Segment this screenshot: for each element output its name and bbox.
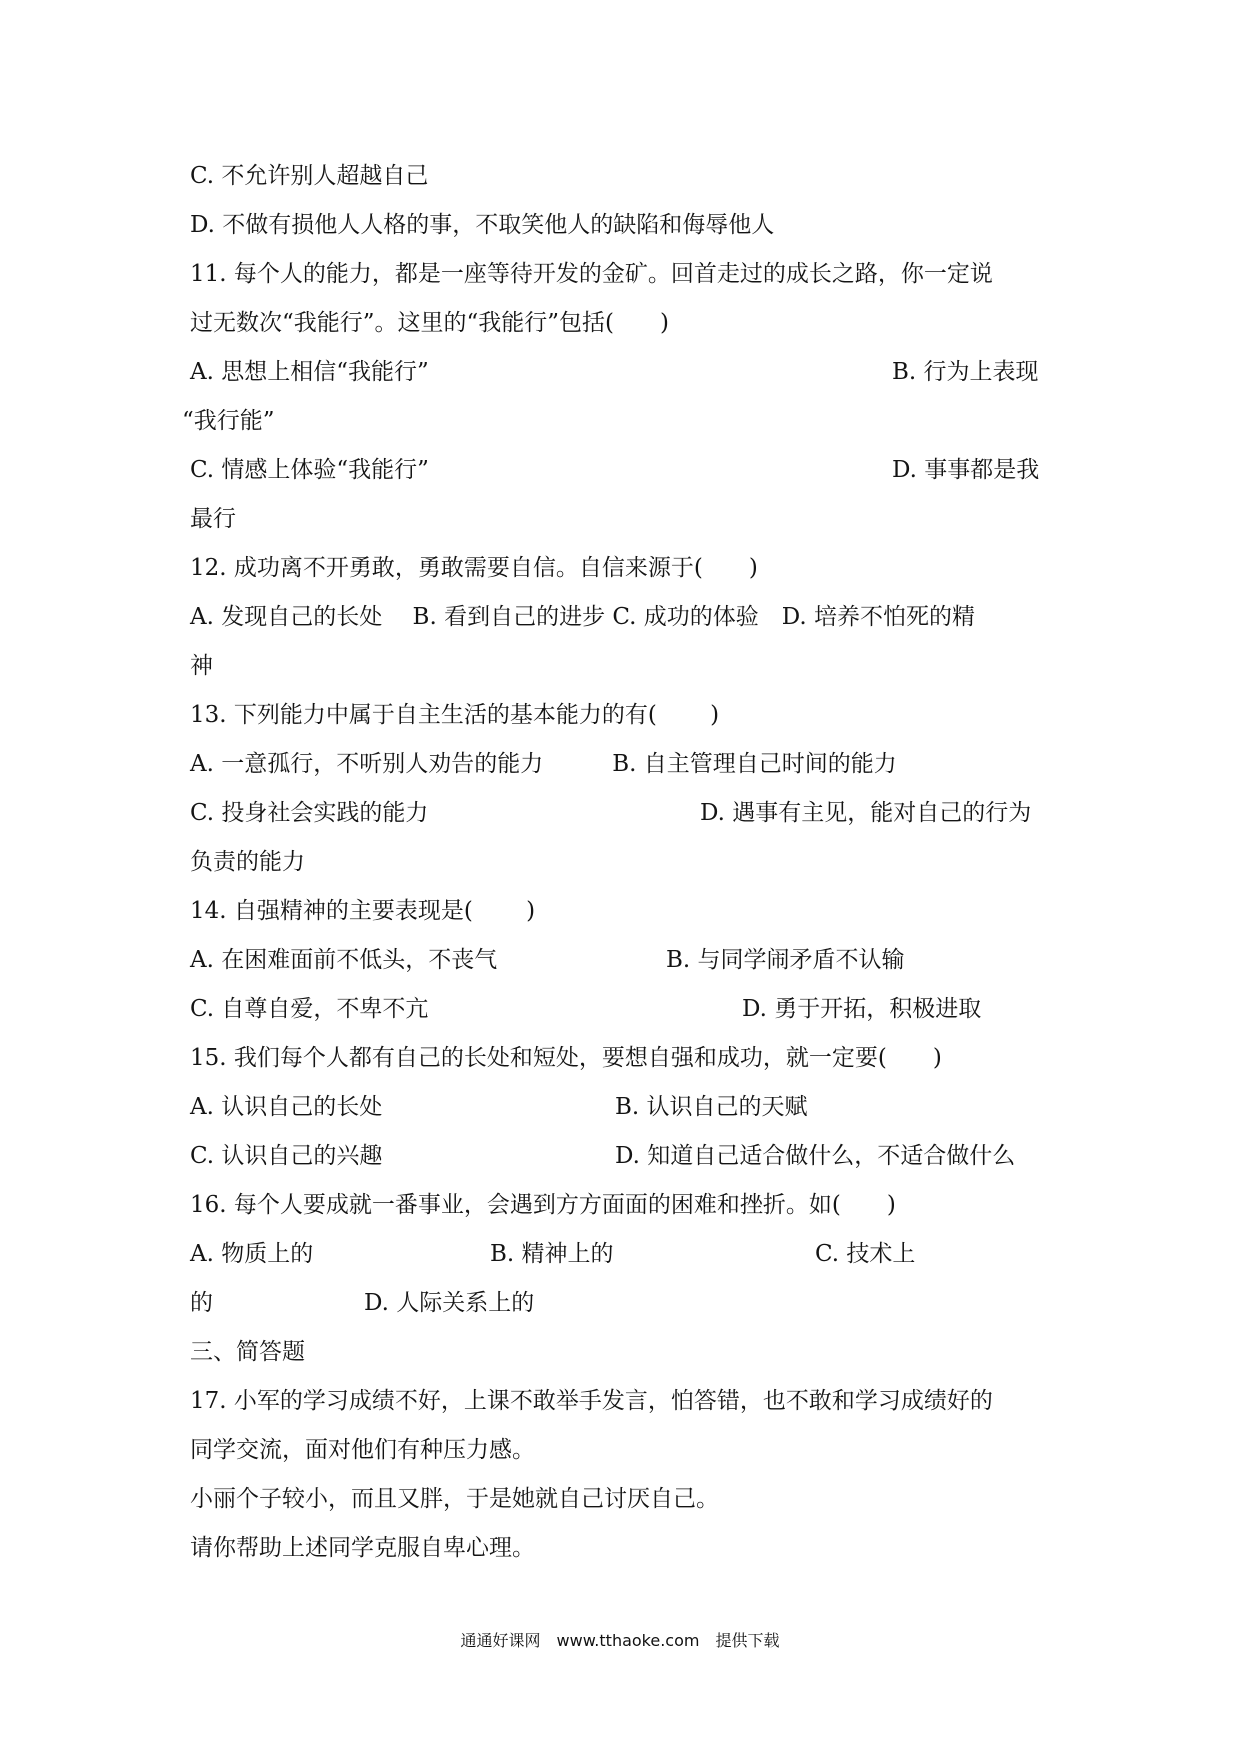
question-16: 16. 每个人要成就一番事业，会遇到方方面面的困难和挫折。如( ) — [190, 1192, 896, 1218]
question-14: 14. 自强精神的主要表现是( ) — [190, 898, 536, 924]
question-15: 15. 我们每个人都有自己的长处和短处，要想自强和成功，就一定要( ) — [190, 1045, 942, 1071]
page-footer: 通通好课网 www.tthaoke.com 提供下载 — [460, 1631, 780, 1650]
option-b-q14: B. 与同学闹矛盾不认输 — [666, 947, 905, 973]
option-c-q11: C. 情感上体验“我能行” — [190, 457, 429, 483]
option-a-q11: A. 思想上相信“我能行” — [190, 359, 429, 385]
option-b-q11-cont: “我行能” — [182, 408, 275, 434]
option-d-q11: D. 事事都是我 — [892, 457, 1040, 483]
option-c-q13: C. 投身社会实践的能力 — [190, 800, 429, 826]
question-17-line-2: 同学交流，面对他们有种压力感。 — [190, 1437, 535, 1463]
option-d-q15: D. 知道自己适合做什么，不适合做什么 — [615, 1143, 1016, 1169]
option-d-q13-cont: 负责的能力 — [190, 849, 305, 875]
option-c-q16: C. 技术上 — [815, 1241, 916, 1267]
option-b-q15: B. 认识自己的天赋 — [615, 1094, 808, 1120]
option-c-q10: C. 不允许别人超越自己 — [190, 163, 429, 189]
option-a-q16: A. 物质上的 — [190, 1241, 314, 1267]
option-a-q14: A. 在困难面前不低头，不丧气 — [190, 947, 498, 973]
option-b-q11: B. 行为上表现 — [892, 359, 1039, 385]
question-17-line-1: 17. 小军的学习成绩不好，上课不敢举手发言，怕答错，也不敢和学习成绩好的 — [190, 1388, 993, 1414]
option-b-q16: B. 精神上的 — [490, 1241, 614, 1267]
options-q12-cont: 神 — [190, 653, 213, 679]
question-12: 12. 成功离不开勇敢，勇敢需要自信。自信来源于( ) — [190, 555, 758, 581]
option-d-q14: D. 勇于开拓，积极进取 — [742, 996, 982, 1022]
question-17-line-4: 请你帮助上述同学克服自卑心理。 — [190, 1535, 535, 1561]
question-17-line-3: 小丽个子较小，而且又胖，于是她就自己讨厌自己。 — [190, 1486, 719, 1512]
option-d-q13: D. 遇事有主见，能对自己的行为 — [700, 800, 1032, 826]
question-13: 13. 下列能力中属于自主生活的基本能力的有( ) — [190, 702, 720, 728]
section-heading-short-answer: 三、简答题 — [190, 1339, 305, 1365]
options-q12: A. 发现自己的长处 B. 看到自己的进步 C. 成功的体验 D. 培养不怕死的精 — [190, 604, 976, 630]
option-d-q16: D. 人际关系上的 — [364, 1290, 535, 1316]
question-11-line-2: 过无数次“我能行”。这里的“我能行”包括( ) — [190, 310, 669, 336]
options-q13-ab: A. 一意孤行，不听别人劝告的能力 B. 自主管理自己时间的能力 — [190, 751, 897, 777]
option-c-q16-cont: 的 — [190, 1290, 213, 1316]
option-c-q14: C. 自尊自爱，不卑不亢 — [190, 996, 429, 1022]
option-d-q11-cont: 最行 — [190, 506, 236, 532]
option-a-q15: A. 认识自己的长处 — [190, 1094, 383, 1120]
question-11-line-1: 11. 每个人的能力，都是一座等待开发的金矿。回首走过的成长之路，你一定说 — [190, 261, 993, 287]
option-d-q10: D. 不做有损他人人格的事，不取笑他人的缺陷和侮辱他人 — [190, 212, 775, 238]
option-c-q15: C. 认识自己的兴趣 — [190, 1143, 383, 1169]
